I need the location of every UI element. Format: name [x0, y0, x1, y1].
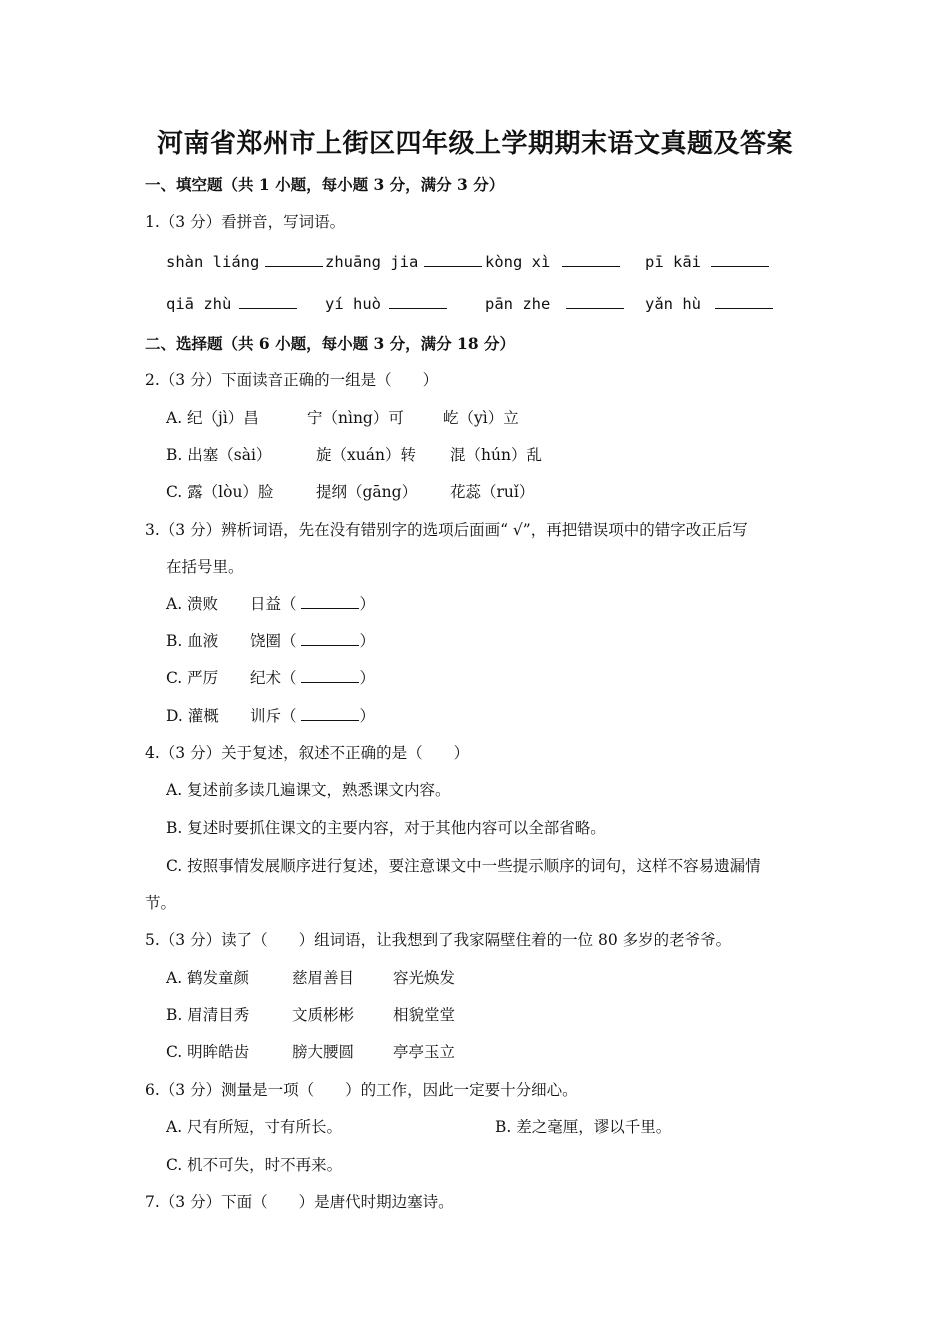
q5-option-c-2: 膀大腰圆 — [292, 1043, 355, 1061]
q2-option-a-1: A. 纪（jì）昌 — [166, 409, 259, 427]
q3-option-b-fill — [250, 631, 375, 651]
q6-option-b: B. 差之毫厘，谬以千里。 — [495, 1118, 672, 1136]
answer-blank[interactable] — [424, 252, 482, 267]
pinyin-text: yí huò — [325, 295, 381, 313]
pinyin-item — [166, 294, 297, 314]
q5-option-a-2: 慈眉善目 — [292, 969, 355, 987]
answer-blank[interactable] — [301, 631, 359, 646]
pinyin-text: shàn liáng — [166, 253, 260, 271]
pinyin-text: pī kāi — [645, 253, 701, 271]
pinyin-text: pān zhe — [485, 295, 551, 313]
question-1-stem: 1.（3 分）看拼音，写词语。 — [145, 213, 346, 231]
pinyin-item — [485, 294, 624, 314]
answer-blank[interactable] — [301, 668, 359, 683]
q4-option-b: B. 复述时要抓住课文的主要内容，对于其他内容可以全部省略。 — [166, 819, 606, 837]
close-paren: ） — [359, 632, 375, 650]
close-paren: ） — [359, 669, 375, 687]
q3-option-b-word2: 饶圈（ — [250, 632, 297, 650]
q2-option-a-3: 屹（yì）立 — [443, 409, 519, 427]
answer-blank[interactable] — [566, 294, 624, 309]
q3-option-d-word: D. 灌概 — [166, 707, 219, 725]
q2-option-b-1: B. 出塞（sài） — [166, 446, 272, 464]
q4-option-a: A. 复述前多读几遍课文，熟悉课文内容。 — [166, 781, 451, 799]
q3-option-c-fill — [250, 668, 375, 688]
q3-option-c-word: C. 严厉 — [166, 669, 219, 687]
q3-option-a-fill — [250, 594, 375, 614]
document-title: 河南省郑州市上街区四年级上学期期末语文真题及答案 — [156, 129, 793, 159]
q3-option-b-word: B. 血液 — [166, 632, 219, 650]
question-4-stem: 4.（3 分）关于复述，叙述不正确的是（ ） — [145, 744, 470, 762]
question-3-stem-line1: 3.（3 分）辨析词语，先在没有错别字的选项后面画“ √”，再把错误项中的错字改正后写 — [145, 521, 748, 539]
pinyin-item — [645, 252, 769, 272]
q3-option-a-word2: 日益（ — [250, 595, 297, 613]
answer-blank[interactable] — [265, 252, 323, 267]
q5-option-c-3: 亭亭玉立 — [393, 1043, 456, 1061]
pinyin-item — [325, 252, 482, 272]
q5-option-b-2: 文质彬彬 — [292, 1006, 355, 1024]
pinyin-item — [645, 294, 773, 314]
pinyin-text: yǎn hù — [645, 295, 701, 313]
q3-option-c-word2: 纪术（ — [250, 669, 297, 687]
pinyin-text: zhuāng jia — [325, 253, 419, 271]
pinyin-text: qiā zhù — [166, 295, 232, 313]
q6-option-c: C. 机不可失，时不再来。 — [166, 1156, 343, 1174]
pinyin-text: kòng xì — [485, 253, 551, 271]
close-paren: ） — [359, 707, 375, 725]
answer-blank[interactable] — [301, 594, 359, 609]
q5-option-b-3: 相貌堂堂 — [393, 1006, 456, 1024]
q5-option-a-3: 容光焕发 — [393, 969, 456, 987]
pinyin-item — [166, 252, 323, 272]
section-heading-choice: 二、选择题（共 6 小题，每小题 3 分，满分 18 分） — [145, 334, 516, 353]
q4-option-c-line2: 节。 — [145, 894, 177, 912]
answer-blank[interactable] — [389, 294, 447, 309]
q5-option-a-1: A. 鹤发童颜 — [166, 969, 250, 987]
answer-blank[interactable] — [562, 252, 620, 267]
question-7-stem: 7.（3 分）下面（ ）是唐代时期边塞诗。 — [145, 1193, 454, 1211]
q2-option-c-2: 提纲（gāng） — [316, 483, 418, 501]
q6-option-a: A. 尺有所短，寸有所长。 — [166, 1118, 343, 1136]
q4-option-c-line1: C. 按照事情发展顺序进行复述，要注意课文中一些提示顺序的词句，这样不容易遗漏情 — [166, 857, 761, 875]
q2-option-a-2: 宁（nìng）可 — [307, 409, 404, 427]
answer-blank[interactable] — [239, 294, 297, 309]
pinyin-item — [485, 252, 620, 272]
question-3-stem-line2: 在括号里。 — [166, 558, 244, 576]
section-heading-fill-in: 一、填空题（共 1 小题，每小题 3 分，满分 3 分） — [145, 175, 505, 194]
q3-option-d-fill — [250, 706, 375, 726]
q5-option-c-1: C. 明眸皓齿 — [166, 1043, 250, 1061]
q3-option-d-word2: 训斥（ — [250, 707, 297, 725]
close-paren: ） — [359, 595, 375, 613]
question-6-stem: 6.（3 分）测量是一项（ ）的工作，因此一定要十分细心。 — [145, 1081, 578, 1099]
question-5-stem: 5.（3 分）读了（ ）组词语，让我想到了我家隔壁住着的一位 80 多岁的老爷爷。 — [145, 931, 732, 949]
q5-option-b-1: B. 眉清目秀 — [166, 1006, 250, 1024]
q2-option-c-1: C. 露（lòu）脸 — [166, 483, 274, 501]
q2-option-c-3: 花蕊（ruǐ） — [450, 483, 535, 501]
question-2-stem: 2.（3 分）下面读音正确的一组是（ ） — [145, 371, 439, 389]
answer-blank[interactable] — [301, 706, 359, 721]
q2-option-b-3: 混（hún）乱 — [450, 446, 542, 464]
answer-blank[interactable] — [715, 294, 773, 309]
answer-blank[interactable] — [711, 252, 769, 267]
q2-option-b-2: 旋（xuán）转 — [316, 446, 416, 464]
q3-option-a-word: A. 溃败 — [166, 595, 219, 613]
pinyin-item — [325, 294, 447, 314]
